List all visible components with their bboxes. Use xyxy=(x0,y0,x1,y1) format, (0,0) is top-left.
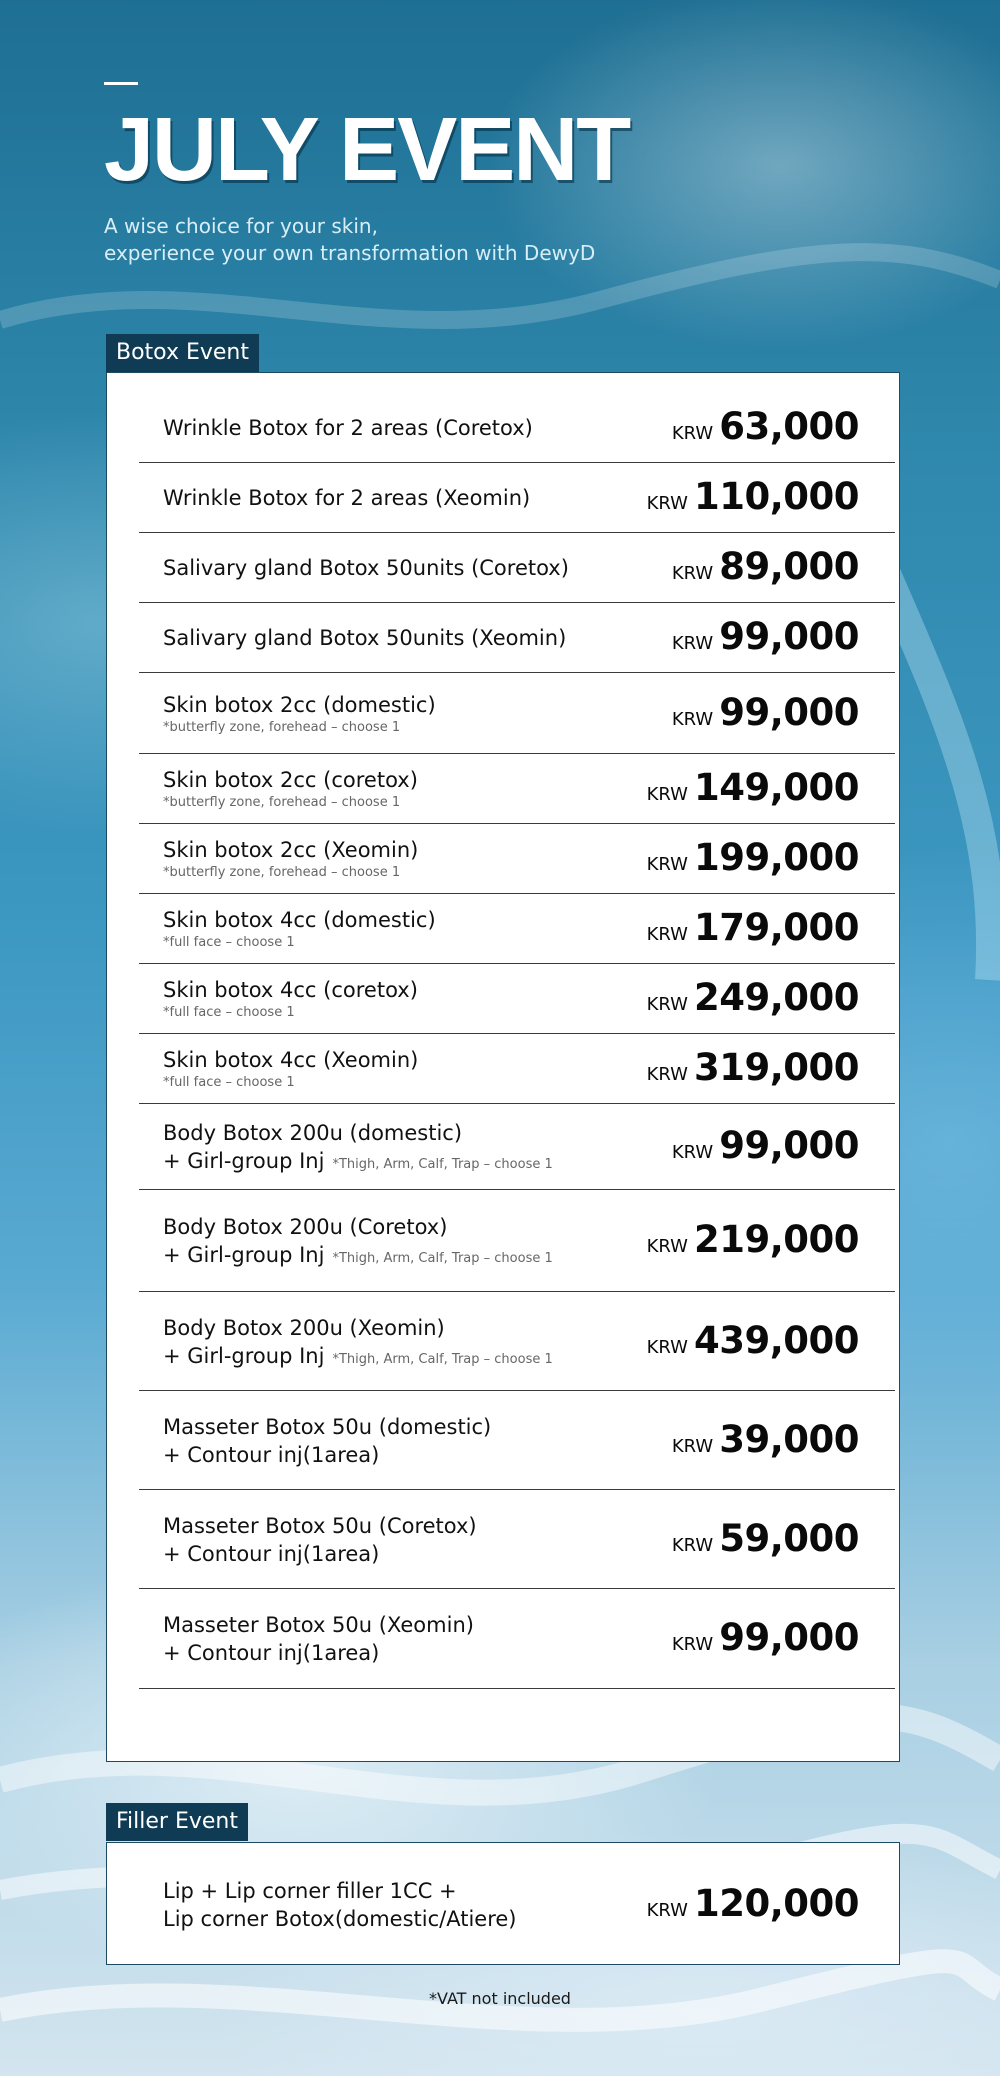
price-row xyxy=(139,533,895,603)
price-amount: 120,000 xyxy=(693,1882,859,1925)
item-price xyxy=(672,1616,859,1659)
currency-label: KRW xyxy=(671,709,714,730)
currency-label: KRW xyxy=(646,784,688,805)
price-amount: 39,000 xyxy=(719,1418,859,1461)
currency-label: KRW xyxy=(646,1064,688,1085)
item-name-line-2: + Contour inj(1area) xyxy=(163,1443,380,1467)
item-name xyxy=(163,766,418,812)
item-name xyxy=(163,1314,553,1374)
item-price xyxy=(672,545,859,588)
item-price xyxy=(672,1124,859,1167)
price-row xyxy=(139,1855,895,1955)
item-name xyxy=(163,554,569,582)
item-name-line: Masseter Botox 50u (domestic) xyxy=(163,1415,492,1439)
item-name-line-2: + Contour inj(1area) xyxy=(163,1542,380,1566)
item-price xyxy=(672,615,859,658)
price-amount: 89,000 xyxy=(719,545,859,588)
item-name-line-2: + Girl-group Inj xyxy=(163,1344,325,1368)
currency-label: KRW xyxy=(671,563,714,584)
item-condition-note: *full face – choose 1 xyxy=(163,1075,295,1090)
item-name-line: Skin botox 2cc (Xeomin) xyxy=(163,838,419,862)
item-name xyxy=(163,691,436,737)
item-price xyxy=(647,1046,859,1089)
currency-label: KRW xyxy=(671,1634,714,1655)
price-amount: 99,000 xyxy=(719,1124,859,1167)
item-price xyxy=(647,475,859,518)
item-name-line: Skin botox 4cc (domestic) xyxy=(163,908,436,932)
item-condition-note: *butterfly zone, forehead – choose 1 xyxy=(163,795,401,810)
item-name-line-2: + Girl-group Inj xyxy=(163,1149,325,1173)
price-row xyxy=(139,1034,895,1104)
item-price xyxy=(672,1418,859,1461)
item-name xyxy=(163,1512,477,1568)
item-condition-note: *butterfly zone, forehead – choose 1 xyxy=(163,865,401,880)
item-name-line: Wrinkle Botox for 2 areas (Xeomin) xyxy=(163,486,531,510)
item-name-line: Skin botox 4cc (Xeomin) xyxy=(163,1048,419,1072)
item-price xyxy=(647,1319,859,1362)
price-amount: 199,000 xyxy=(693,836,859,879)
botox-price-panel xyxy=(106,372,900,1762)
page-subtitle xyxy=(104,213,629,267)
item-name-line: Skin botox 2cc (coretox) xyxy=(163,768,418,792)
vat-note: *VAT not included xyxy=(429,1989,571,2008)
item-price xyxy=(647,976,859,1019)
price-row xyxy=(139,1292,895,1391)
item-name-line: Skin botox 4cc (coretox) xyxy=(163,978,418,1002)
item-name xyxy=(163,484,530,512)
currency-label: KRW xyxy=(671,1535,714,1556)
price-row xyxy=(139,1589,895,1689)
item-name xyxy=(163,1046,418,1092)
item-price xyxy=(672,691,859,734)
price-amount: 149,000 xyxy=(693,766,859,809)
subtitle-line-2: experience your own transformation with DewyD xyxy=(104,241,596,265)
price-amount: 179,000 xyxy=(693,906,859,949)
item-condition-note: *full face – choose 1 xyxy=(163,935,295,950)
price-amount: 99,000 xyxy=(719,691,859,734)
price-amount: 219,000 xyxy=(693,1218,859,1261)
currency-label: KRW xyxy=(671,423,714,444)
page-header xyxy=(104,82,629,267)
price-row xyxy=(139,894,895,964)
currency-label: KRW xyxy=(646,493,688,514)
botox-section-label: Botox Event xyxy=(106,334,259,372)
price-amount: 249,000 xyxy=(693,976,859,1019)
item-name-line: Body Botox 200u (Coretox) xyxy=(163,1215,448,1239)
item-price xyxy=(672,1517,859,1560)
currency-label: KRW xyxy=(671,1142,714,1163)
price-row xyxy=(139,1391,895,1490)
item-name xyxy=(163,1611,474,1667)
item-condition-note: *full face – choose 1 xyxy=(163,1005,295,1020)
price-amount: 99,000 xyxy=(719,615,859,658)
item-name-line-2: + Contour inj(1area) xyxy=(163,1641,380,1665)
item-condition-note: *Thigh, Arm, Calf, Trap – choose 1 xyxy=(332,1157,553,1172)
currency-label: KRW xyxy=(646,1236,688,1257)
item-name xyxy=(163,1877,517,1933)
item-name xyxy=(163,836,418,882)
item-name xyxy=(163,414,533,442)
filler-section-label: Filler Event xyxy=(106,1803,248,1841)
price-amount: 110,000 xyxy=(693,475,859,518)
price-amount: 319,000 xyxy=(693,1046,859,1089)
item-price xyxy=(672,405,859,448)
price-row xyxy=(139,603,895,673)
item-price xyxy=(647,836,859,879)
item-name-line: Lip + Lip corner filler 1CC + xyxy=(163,1879,457,1903)
item-price xyxy=(647,766,859,809)
currency-label: KRW xyxy=(646,994,688,1015)
item-name-line: Body Botox 200u (Xeomin) xyxy=(163,1316,445,1340)
filler-price-panel xyxy=(106,1842,900,1965)
price-row xyxy=(139,824,895,894)
currency-label: KRW xyxy=(646,854,688,875)
price-row xyxy=(139,463,895,533)
price-amount: 63,000 xyxy=(719,405,859,448)
price-row xyxy=(139,1490,895,1589)
item-name-line: Salivary gland Botox 50units (Coretox) xyxy=(163,556,569,580)
price-row xyxy=(139,1104,895,1190)
item-name-line: Masseter Botox 50u (Coretox) xyxy=(163,1514,477,1538)
price-row xyxy=(139,964,895,1034)
item-price xyxy=(647,1882,859,1925)
currency-label: KRW xyxy=(646,1337,688,1358)
item-price xyxy=(647,1218,859,1261)
item-condition-note: *butterfly zone, forehead – choose 1 xyxy=(163,720,401,735)
currency-label: KRW xyxy=(671,633,714,654)
price-amount: 439,000 xyxy=(693,1319,859,1362)
price-row xyxy=(139,1190,895,1292)
subtitle-line-1: A wise choice for your skin, xyxy=(104,214,378,238)
currency-label: KRW xyxy=(646,924,688,945)
item-name xyxy=(163,1413,491,1469)
price-row xyxy=(139,754,895,824)
item-condition-note: *Thigh, Arm, Calf, Trap – choose 1 xyxy=(332,1251,553,1266)
item-name-line: Masseter Botox 50u (Xeomin) xyxy=(163,1613,474,1637)
item-name-line: Body Botox 200u (domestic) xyxy=(163,1121,463,1145)
item-price xyxy=(647,906,859,949)
price-row xyxy=(139,393,895,463)
item-name xyxy=(163,976,418,1022)
item-name-line: Salivary gland Botox 50units (Xeomin) xyxy=(163,626,567,650)
item-name xyxy=(163,624,566,652)
title-accent-dash xyxy=(104,82,138,85)
price-amount: 59,000 xyxy=(719,1517,859,1560)
currency-label: KRW xyxy=(671,1436,714,1457)
item-name xyxy=(163,1119,553,1179)
item-name-line: Wrinkle Botox for 2 areas (Coretox) xyxy=(163,416,533,440)
item-name-line: Skin botox 2cc (domestic) xyxy=(163,693,436,717)
item-name-line-2: Lip corner Botox(domestic/Atiere) xyxy=(163,1907,517,1931)
item-condition-note: *Thigh, Arm, Calf, Trap – choose 1 xyxy=(332,1352,553,1367)
currency-label: KRW xyxy=(646,1900,688,1921)
item-name xyxy=(163,1213,553,1273)
page-title: JULY EVENT xyxy=(104,100,630,200)
price-amount: 99,000 xyxy=(719,1616,859,1659)
item-name xyxy=(163,906,436,952)
price-row xyxy=(139,673,895,754)
item-name-line-2: + Girl-group Inj xyxy=(163,1243,325,1267)
